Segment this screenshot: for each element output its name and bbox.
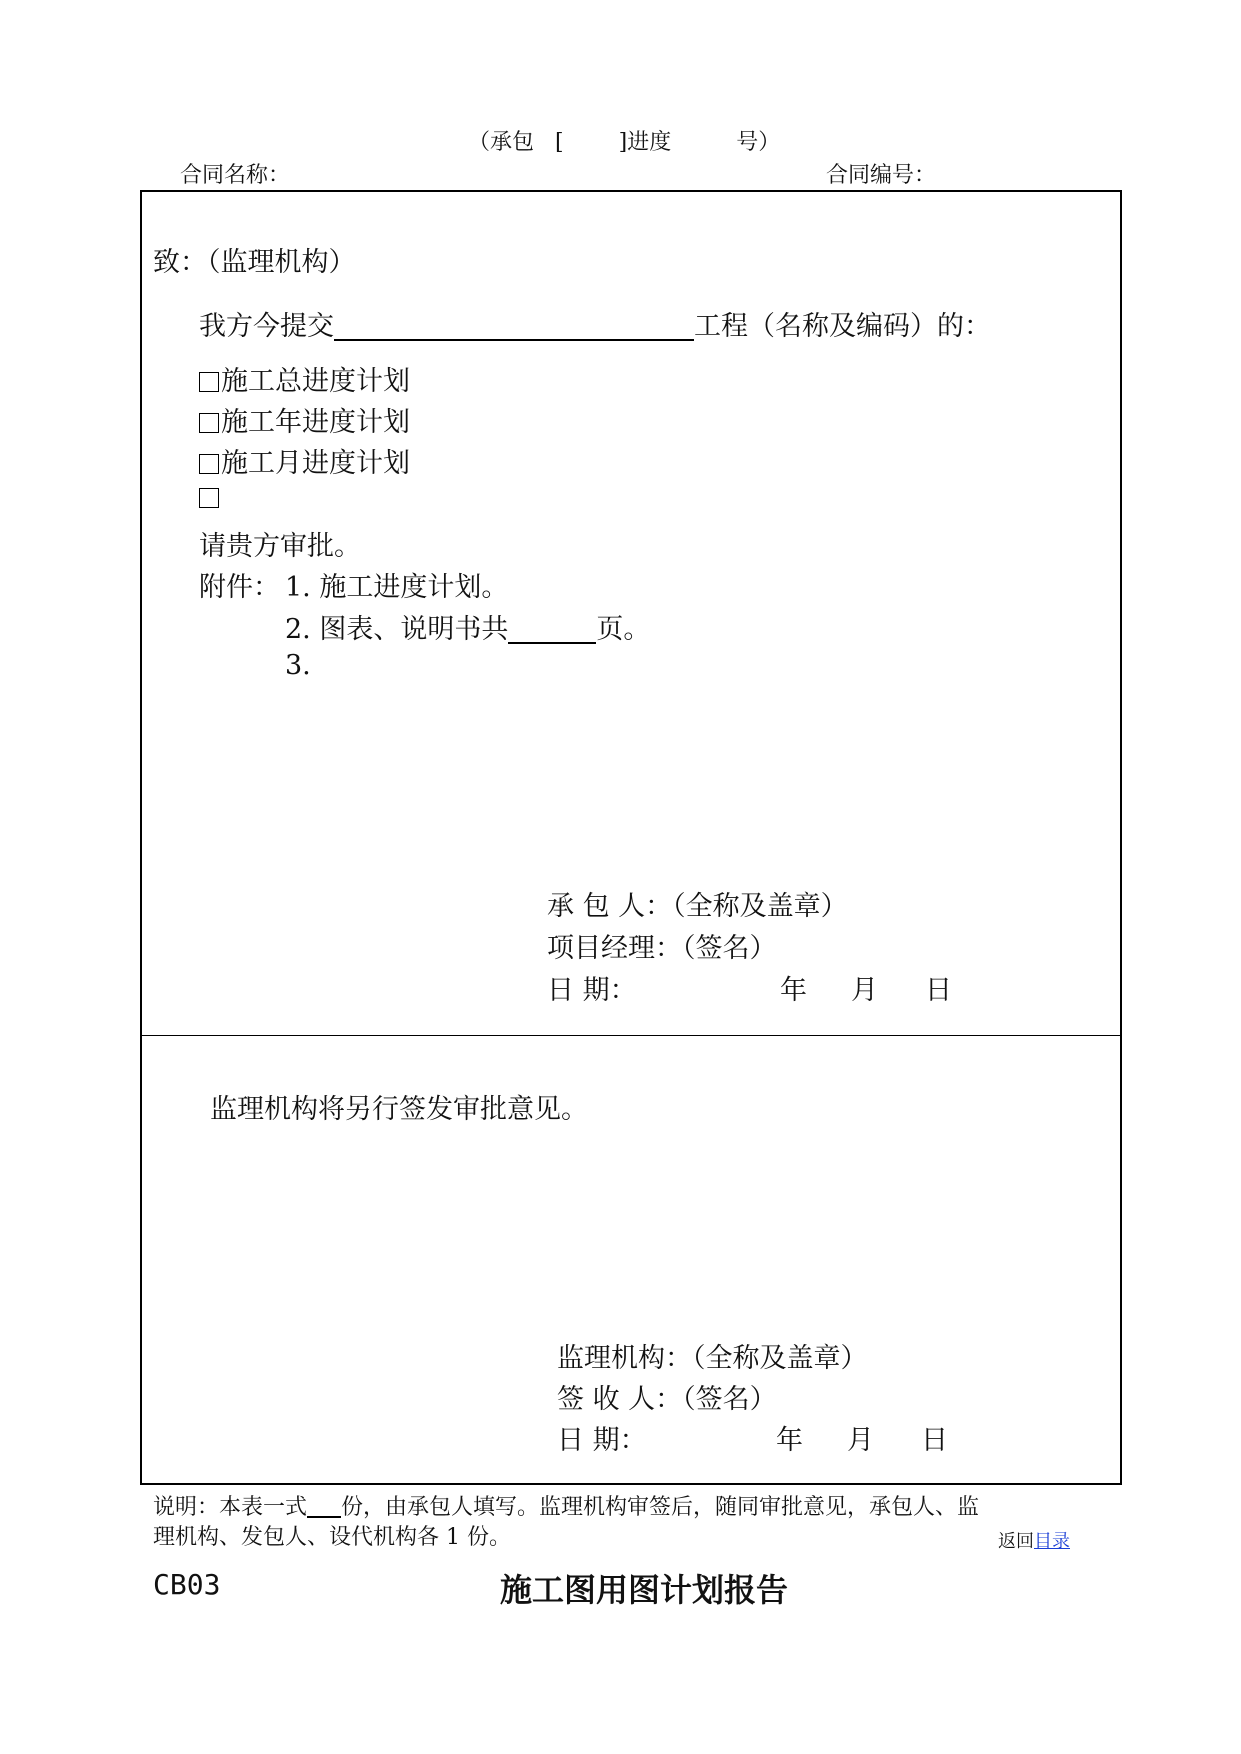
supervisor-date-day: 日	[921, 1425, 948, 1456]
header-bracket-close: ]进度	[618, 130, 672, 155]
next-form-title: 施工图用图计划报告	[500, 1571, 789, 1609]
footer-note-line-2: 理机构、发包人、设代机构各 1 份。	[153, 1525, 511, 1550]
attachment-3: 3.	[285, 650, 311, 681]
project-manager-label: 项目经理：（签名）	[547, 933, 777, 964]
checkbox-item[interactable]	[199, 441, 410, 480]
contractor-date-year: 年	[780, 975, 807, 1006]
attachment-2-prefix: 2. 图表、说明书共	[285, 614, 509, 645]
toc-link[interactable]: 目录	[1034, 1531, 1070, 1552]
contractor-label: 承 包 人：（全称及盖章）	[547, 891, 848, 922]
note-prefix: 说明：本表一式	[153, 1495, 308, 1520]
return-toc	[998, 1527, 1070, 1553]
addressee-line: 致：（监理机构）	[153, 247, 356, 278]
supervisor-org-label: 监理机构：（全称及盖章）	[557, 1343, 868, 1374]
footer-note-line-1	[153, 1490, 979, 1521]
contract-name-label: 合同名称：	[180, 163, 291, 188]
supervisor-date-year: 年	[776, 1425, 803, 1456]
supervisor-opinion: 监理机构将另行签发审批意见。	[210, 1094, 588, 1125]
form-code: CB03	[153, 1568, 221, 1601]
header-bracket-open: [	[555, 130, 564, 155]
note-body: 份，由承包人填写。监理机构审签后，随同审批意见，承包人、监	[341, 1495, 980, 1520]
attachment-2	[285, 607, 650, 646]
header-contractor-prefix: （承包	[468, 130, 535, 155]
checkbox-item[interactable]	[199, 482, 221, 513]
checkbox-label: 施工总进度计划	[221, 366, 410, 397]
attachment-2-suffix: 页。	[596, 614, 651, 645]
contractor-date-month: 月	[851, 975, 878, 1006]
checkbox-item[interactable]	[199, 359, 410, 398]
attachments-label: 附件：	[199, 572, 280, 603]
checkbox[interactable]	[199, 372, 219, 392]
checkbox[interactable]	[199, 488, 219, 508]
receiver-label: 签 收 人：（签名）	[557, 1384, 777, 1415]
project-name-blank[interactable]	[334, 313, 694, 341]
submit-suffix: 工程（名称及编码）的：	[694, 311, 991, 342]
request-text: 请贵方审批。	[199, 531, 361, 562]
copies-blank[interactable]	[307, 1494, 341, 1518]
header-number-suffix: 号）	[736, 130, 781, 155]
submit-line	[199, 304, 991, 343]
section-divider	[142, 1035, 1120, 1036]
contract-no-label: 合同编号：	[826, 163, 937, 188]
checkbox-item[interactable]	[199, 400, 410, 439]
contractor-date-label: 日 期：	[547, 975, 637, 1006]
submit-prefix: 我方今提交	[199, 311, 334, 342]
supervisor-date-month: 月	[847, 1425, 874, 1456]
supervisor-date-label: 日 期：	[557, 1425, 647, 1456]
attachment-1: 1. 施工进度计划。	[285, 572, 509, 603]
checkbox-label: 施工年进度计划	[221, 407, 410, 438]
contractor-date-day: 日	[925, 975, 952, 1006]
checkbox[interactable]	[199, 454, 219, 474]
checkbox-label: 施工月进度计划	[221, 448, 410, 479]
return-text: 返回	[998, 1531, 1034, 1552]
page-count-blank[interactable]	[508, 616, 596, 644]
header-number-line	[468, 125, 780, 156]
checkbox[interactable]	[199, 413, 219, 433]
